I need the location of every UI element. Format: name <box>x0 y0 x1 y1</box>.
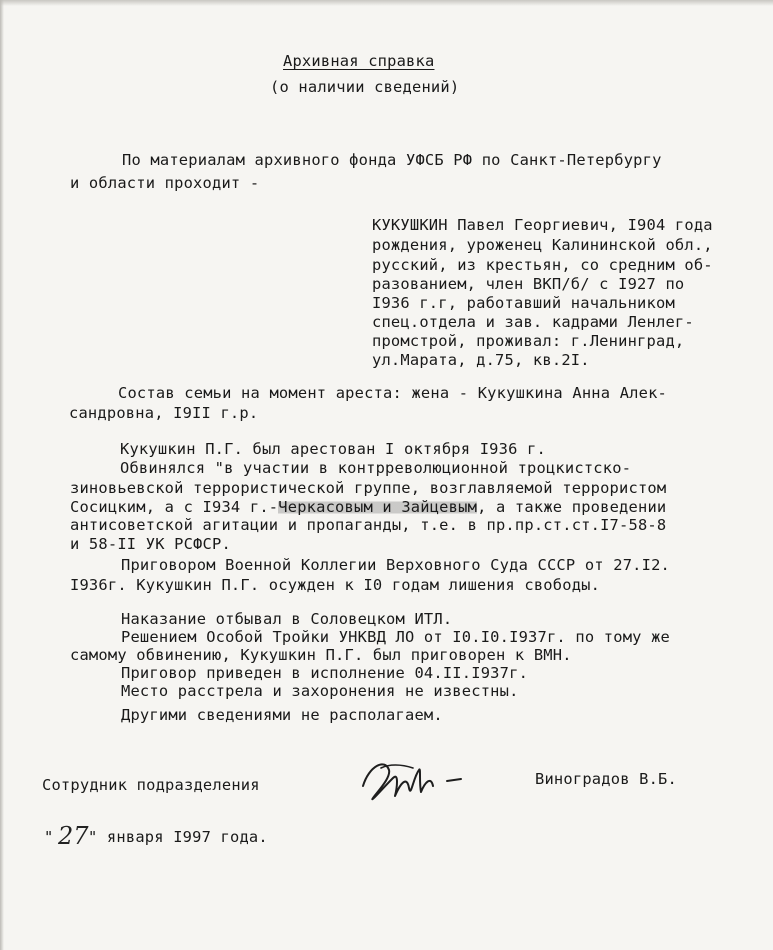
date-rest: " января I997 года. <box>88 828 268 846</box>
person-line-2: рождения, уроженец Калининской обл., <box>372 236 713 254</box>
family-line-2: сандровна, I9II г.р. <box>69 404 259 422</box>
charge-line-3-b: , а также проведении <box>477 498 667 516</box>
fate-line-3: самому обвинению, Кукушкин П.Г. был приговорен к ВМН. <box>70 646 572 664</box>
scan-edge-top <box>0 0 773 6</box>
document-subtitle: (о наличии сведений) <box>270 78 460 96</box>
document-title: Архивная справка <box>283 52 435 70</box>
signer-name: Виноградов В.Б. <box>535 770 677 788</box>
fate-line-5: Место расстрела и захоронения не известны. <box>121 682 519 700</box>
fate-line-4: Приговор приведен в исполнение 04.II.I937г. <box>121 664 529 682</box>
charge-line-3 <box>70 498 666 517</box>
charge-line-1: Обвинялся "в участии в контрреволюционной троцкистско- <box>120 459 632 477</box>
signer-role: Сотрудник подразделения <box>42 776 260 794</box>
scan-edge-left <box>0 0 4 950</box>
person-line-7: промстрой, проживал: г.Ленинград, <box>372 332 685 350</box>
person-line-6: спец.отдела и зав. кадрами Ленлег- <box>372 313 694 331</box>
sentence-line-2: I936г. Кукушкин П.Г. осужден к I0 годам лишения свободы. <box>70 576 601 594</box>
person-line-4: разованием, член ВКП/б/ с I927 по <box>372 275 685 293</box>
person-line-3: русский, из крестьян, со средним об- <box>372 256 713 274</box>
arrest-line: Кукушкин П.Г. был арестован I октября I936 г. <box>120 440 546 458</box>
charge-line-2: зиновьевской террористической группе, возглавляемой террористом <box>70 479 667 497</box>
charge-line-4: антисоветской агитации и пропаганды, т.е. в пр.пр.ст.ст.I7-58-8 <box>70 516 667 534</box>
sentence-line-1: Приговором Военной Коллегии Верховного Суда СССР от 27.I2. <box>121 556 671 574</box>
date-day-handwritten: 27 <box>58 822 89 850</box>
highlighted-names: Черкасовым и Зайцевым <box>278 498 478 516</box>
intro-line-1: По материалам архивного фонда УФСБ РФ по Санкт-Петербургу <box>122 151 662 169</box>
fate-line-1: Наказание отбывал в Соловецком ИТЛ. <box>121 610 453 628</box>
handwritten-signature <box>355 748 475 818</box>
closing-line: Другими сведениями не располагаем. <box>121 706 443 724</box>
charge-line-3-a: Сосицким, а с I934 г.- <box>70 498 279 516</box>
person-line-5: I936 г.г, работавший начальником <box>372 294 675 312</box>
person-line-1: КУКУШКИН Павел Георгиевич, I904 года <box>372 216 713 234</box>
intro-line-2: и области проходит - <box>70 174 260 192</box>
charge-line-5: и 58-II УК РСФСР. <box>70 535 231 553</box>
date-open-quote: " <box>44 828 54 846</box>
person-line-8: ул.Марата, д.75, кв.2I. <box>372 351 590 369</box>
fate-line-2: Решением Особой Тройки УНКВД ЛО от I0.I0.I937г. по тому же <box>121 628 671 646</box>
family-line-1: Состав семьи на момент ареста: жена - Кукушкина Анна Алек- <box>118 384 668 402</box>
